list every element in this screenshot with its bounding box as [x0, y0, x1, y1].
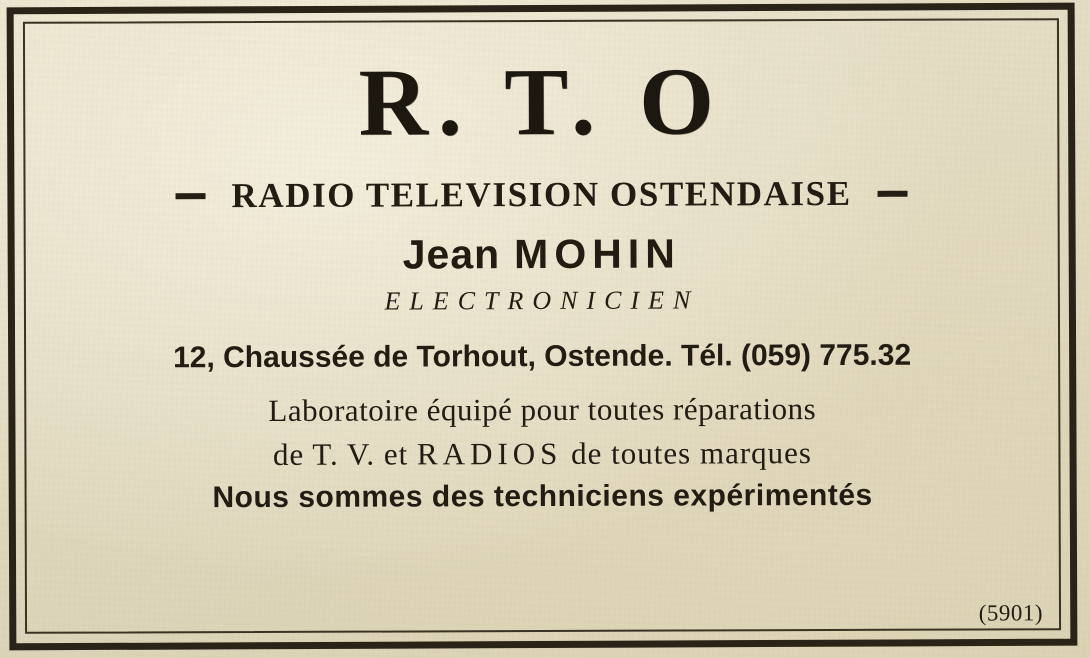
body-line-2	[40, 430, 1044, 478]
ad-content	[39, 32, 1045, 624]
body-line-1: Laboratoire équipé pour toutes réparations	[268, 390, 817, 428]
body-line-2-part-c: de toutes marques	[562, 434, 813, 471]
subtitle-row	[39, 173, 1043, 217]
dash-left-icon	[175, 193, 205, 199]
company-subtitle: RADIO TELEVISION OSTENDAISE	[231, 173, 852, 215]
body-line-2-part-a: de T. V. et	[272, 436, 418, 472]
address-line: 12, Chaussée de Torhout, Ostende. Tél. (059) 775.32	[173, 338, 912, 375]
ad-body-text	[40, 386, 1044, 520]
body-line-3: Nous sommes des techniciens expérimentés	[212, 478, 873, 514]
reference-code: (5901)	[978, 600, 1044, 626]
person-given-name: Jean	[402, 230, 501, 278]
profession-label: ELECTRONICIEN	[384, 285, 700, 316]
person-name	[403, 230, 681, 278]
person-surname: MOHIN	[514, 230, 681, 277]
brand-title: R. T. O	[358, 47, 724, 156]
dash-right-icon	[878, 191, 908, 197]
body-line-2-keyword: RADIOS	[416, 435, 563, 472]
